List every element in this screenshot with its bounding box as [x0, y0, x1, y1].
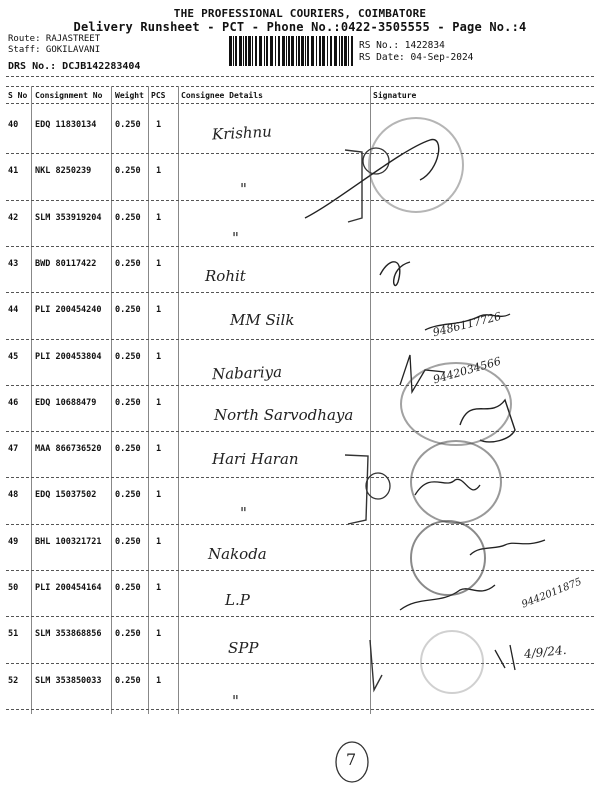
row-sno: 50: [8, 583, 19, 593]
row-pcs: 1: [156, 397, 162, 408]
row-consignment: SLM 353919204: [35, 212, 102, 223]
phone-number-50: 9442011875: [520, 576, 584, 611]
row-weight: 0.250: [115, 444, 141, 455]
page-mark: 7: [346, 750, 357, 769]
row-weight: 0.250: [115, 305, 141, 316]
row-pcs: 1: [156, 536, 162, 547]
row-pcs: 1: [156, 166, 162, 177]
drs-number: DRS No.: DCJB142283404: [8, 61, 141, 72]
route-label: Route: RAJASTREET: [8, 34, 101, 44]
row-consignment: MAA 866736520: [35, 444, 102, 455]
row-sno: 41: [8, 166, 19, 177]
row-pcs: 1: [156, 120, 162, 130]
rs-number: RS No.: 1422834: [359, 40, 445, 51]
consignee-handwritten: Krishnu: [211, 122, 273, 144]
row-consignment: EDQ 11830134: [35, 120, 97, 130]
consignee-handwritten: L.P: [225, 591, 250, 609]
row-consignment: NKL 8250239: [35, 166, 92, 177]
consignee-handwritten: Rohit: [205, 266, 246, 285]
consignee-handwritten: North Sarvodhaya: [214, 405, 354, 424]
row-pcs: 1: [156, 351, 162, 362]
consignee-handwritten: MM Silk: [230, 311, 295, 330]
row-weight: 0.250: [115, 166, 141, 177]
row-sno: 44: [8, 305, 19, 316]
rubber-stamp: [410, 440, 502, 524]
consignee-handwritten: ": [240, 180, 247, 199]
col-weight: Weight: [115, 91, 144, 100]
staff-label: Staff: GOKILAVANI: [8, 45, 101, 55]
col-signature: Signature: [373, 91, 417, 100]
row-sno: 45: [8, 351, 19, 362]
consignee-handwritten: Nabariya: [211, 362, 283, 383]
company-title: THE PROFESSIONAL COURIERS, COIMBATORE: [173, 7, 427, 20]
phone-number-45: 9442034566: [431, 354, 503, 387]
row-sno: 42: [8, 212, 19, 223]
consignee-handwritten: ": [232, 691, 239, 710]
col-consignment: Consignment No: [35, 91, 103, 100]
row-pcs: 1: [156, 212, 162, 223]
col-sno: S No: [8, 91, 28, 100]
row-pcs: 1: [156, 305, 162, 316]
row-consignment: PLI 200454240: [35, 305, 102, 316]
row-pcs: 1: [156, 629, 162, 640]
phone-number-44: 9486117726: [431, 309, 503, 340]
row-weight: 0.250: [115, 675, 141, 686]
row-consignment: BWD 80117422: [35, 258, 97, 269]
row-pcs: 1: [156, 258, 162, 269]
row-weight: 0.250: [115, 258, 141, 269]
runsheet-subtitle: Delivery Runsheet - PCT - Phone No.:0422-3505555 - Page No.:4: [73, 20, 527, 34]
row-weight: 0.250: [115, 490, 141, 501]
rs-date: RS Date: 04-Sep-2024: [359, 52, 474, 63]
row-sno: 43: [8, 258, 19, 269]
row-pcs: 1: [156, 675, 162, 686]
consignee-handwritten: Hari Haran: [212, 450, 299, 469]
row-consignment: BHL 100321721: [35, 536, 102, 547]
row-sno: 49: [8, 536, 19, 547]
row-consignment: SLM 353850033: [35, 675, 102, 686]
row-sno: 51: [8, 629, 19, 640]
col-pcs: PCS: [151, 91, 166, 100]
row-pcs: 1: [156, 490, 162, 501]
row-pcs: 1: [156, 583, 162, 593]
row-weight: 0.250: [115, 120, 141, 130]
row-pcs: 1: [156, 444, 162, 455]
row-sno: 47: [8, 444, 19, 455]
consignee-handwritten: SPP: [228, 639, 259, 658]
row-weight: 0.250: [115, 351, 141, 362]
row-weight: 0.250: [115, 629, 141, 640]
consignee-handwritten: Nakoda: [208, 544, 267, 563]
row-consignment: EDQ 15037502: [35, 490, 97, 501]
row-weight: 0.250: [115, 536, 141, 547]
consignee-handwritten: ": [240, 504, 247, 523]
row-weight: 0.250: [115, 212, 141, 223]
rubber-stamp: [368, 117, 464, 213]
row-consignment: PLI 200453804: [35, 351, 102, 362]
col-consignee: Consignee Details: [181, 91, 263, 100]
signature-date: 4/9/24.: [523, 642, 568, 662]
row-sno: 48: [8, 490, 19, 501]
row-weight: 0.250: [115, 583, 141, 593]
row-sno: 40: [8, 120, 19, 130]
row-weight: 0.250: [115, 397, 141, 408]
consignee-handwritten: ": [232, 228, 239, 247]
row-sno: 52: [8, 675, 19, 686]
row-consignment: PLI 200454164: [35, 583, 102, 593]
rubber-stamp: [410, 520, 486, 596]
rubber-stamp: [420, 630, 484, 694]
row-consignment: SLM 353868856: [35, 629, 102, 640]
row-sno: 46: [8, 397, 19, 408]
row-consignment: EDQ 10688479: [35, 397, 97, 408]
